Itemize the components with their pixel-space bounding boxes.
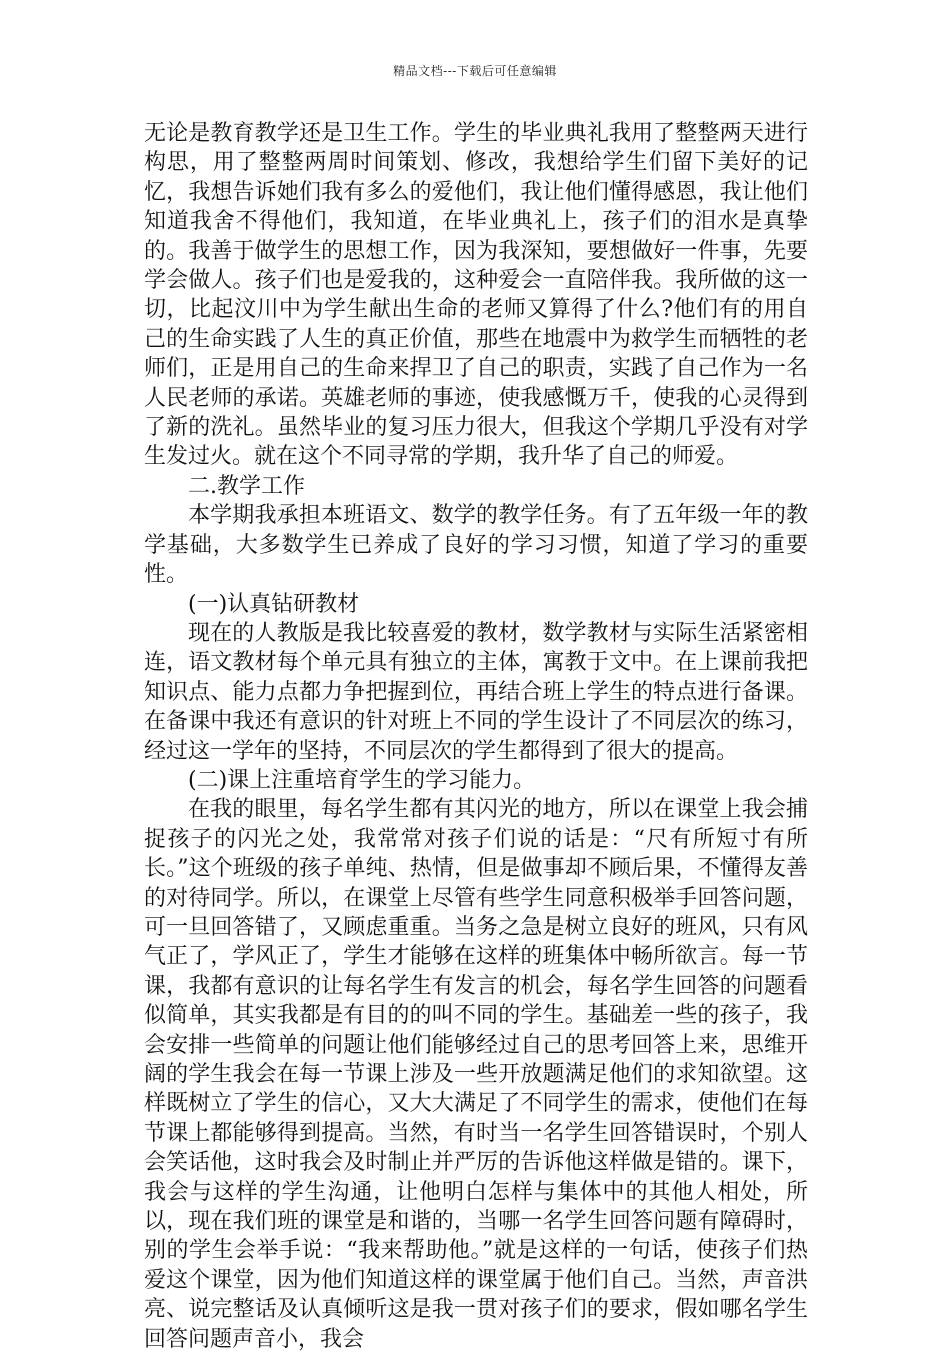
paragraph-study-materials: 现在的人教版是我比较喜爱的教材，数学教材与实际生活紧密相连，语文教材每个单元具有独立的主体，寓教于文中。在上课前我把知识点、能力点都力争把握到位，再结合班上学生的特点进行备课。在备课中我还有意识的针对班上不同的学生设计了不同层次的练习，经过这一学年的坚持，不同层次的学生都得到了很大的提高。 (144, 620, 808, 764)
subheading-learning-ability: (二)课上注重培育学生的学习能力。 (188, 767, 536, 793)
page-header: 精品文档---下载后可任意编辑 (393, 64, 557, 78)
paragraph-teaching-intro: 本学期我承担本班语文、数学的教学任务。有了五年级一年的教学基础，大多数学生已养成了良好的学习习惯，知道了学习的重要性。 (144, 503, 808, 588)
document-body (144, 119, 808, 1354)
subheading-study-materials: (一)认真钻研教材 (188, 591, 360, 617)
paragraph-moral-education: 无论是教育教学还是卫生工作。学生的毕业典礼我用了整整两天进行构思，用了整整两周时间策划、修改，我想给学生们留下美好的记忆，我想告诉她们我有多么的爱他们，我让他们懂得感恩，我让他们知道我舍不得他们，我知道，在毕业典礼上，孩子们的泪水是真挚的。我善于做学生的思想工作，因为我深知，要想做好一件事，先要学会做人。孩子们也是爱我的，这种爱会一直陪伴我。我所做的这一切，比起汶川中为学生献出生命的老师又算得了什么?他们有的用自己的生命实践了人生的真正价值，那些在地震中为救学生而牺牲的老师们，正是用自己的生命来捍卫了自己的职责，实践了自己作为一名人民老师的承诺。英雄老师的事迹，使我感慨万千，使我的心灵得到了新的洗礼。虽然毕业的复习压力很大，但我这个学期几乎没有对学生发过火。就在这个不同寻常的学期，我升华了自己的师爱。 (144, 121, 808, 470)
paragraph-learning-ability: 在我的眼里，每名学生都有其闪光的地方，所以在课堂上我会捕捉孩子的闪光之处，我常常对孩子们说的话是：“尺有所短寸有所长。”这个班级的孩子单纯、热情，但是做事却不顾后果，不懂得友善的对待同学。所以，在课堂上尽管有些学生同意积极举手回答问题，可一旦回答错了，又顾虑重重。当务之急是树立良好的班风，只有风气正了，学风正了，学生才能够在这样的班集体中畅所欲言。每一节课，我都有意识的让每名学生有发言的机会，每名学生回答的问题看似简单，其实我都是有目的的叫不同的学生。基础差一些的孩子，我会安排一些简单的问题让他们能够经过自己的思考回答上来，思维开阔的学生我会在每一节课上涉及一些开放题满足他们的求知欲望。这样既树立了学生的信心，又大大满足了不同学生的需求，使他们在每节课上都能够得到提高。当然，有时当一名学生回答错误时，个别人会笑话他，这时我会及时制止并严厉的告诉他这样做是错的。课下，我会与这样的学生沟通，让他明白怎样与集体中的其他人相处，所以，现在我们班的课堂是和谐的，当哪一名学生回答问题有障碍时，别的学生会举手说：“我来帮助他。”就是这样的一句话，使孩子们热爱这个课堂，因为他们知道这样的课堂属于他们自己。当然，声音洪亮、说完整话及认真倾听这是我一贯对孩子们的要求，假如哪名学生回答问题声音小，我会 (144, 797, 808, 1352)
section-heading-teaching-work: 二.教学工作 (188, 473, 305, 499)
